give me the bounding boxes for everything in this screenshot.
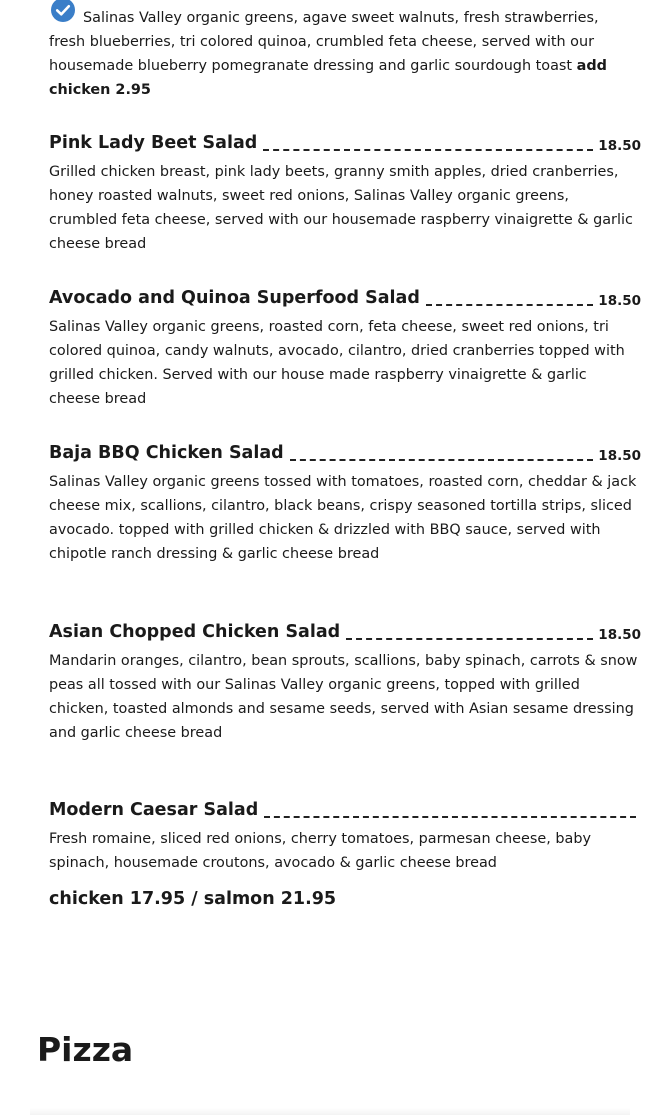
item-name: Avocado and Quinoa Superfood Salad <box>49 288 420 308</box>
dotted-leader <box>346 638 593 640</box>
item-header <box>49 797 641 823</box>
caesar-addon-prices: chicken 17.95 / salmon 21.95 <box>49 889 337 909</box>
intro-text: Salinas Valley organic greens, agave sweet walnuts, fresh strawberries, fresh blueberries, tri colored quinoa, crumbled feta cheese, served with our housemade blueberry pomegranate dressing and garlic sourdough toast <box>49 10 599 74</box>
menu-item-pink-lady-beet-salad <box>49 130 641 256</box>
item-description: Mandarin oranges, cilantro, bean sprouts, scallions, baby spinach, carrots & snow peas all tossed with our Salinas Valley organic greens, topped with grilled chicken, toasted almonds and sesame seeds, served with Asian sesame dressing and garlic cheese bread <box>49 653 638 741</box>
dotted-leader <box>426 304 593 306</box>
item-name: Modern Caesar Salad <box>49 800 259 820</box>
intro-addon: add chicken 2.95 <box>49 58 607 98</box>
item-description: Fresh romaine, sliced red onions, cherry tomatoes, parmesan cheese, baby spinach, housemade croutons, avocado & garlic cheese bread <box>49 831 591 871</box>
item-price: 18.50 <box>598 448 641 464</box>
dotted-leader <box>263 149 593 151</box>
item-header <box>49 285 641 311</box>
menu-item-avocado-quinoa-salad <box>49 285 641 411</box>
item-price: 18.50 <box>598 627 641 643</box>
item-name: Baja BBQ Chicken Salad <box>49 443 284 463</box>
menu-item-modern-caesar-salad <box>49 797 641 875</box>
item-price: 18.50 <box>598 293 641 309</box>
item-header <box>49 130 641 156</box>
item-price: 18.50 <box>598 138 641 154</box>
intro-description <box>49 0 639 102</box>
menu-item-baja-bbq-chicken-salad <box>49 440 641 566</box>
menu-item-asian-chopped-chicken-salad <box>49 619 641 745</box>
dotted-leader <box>290 459 594 461</box>
item-header <box>49 619 641 645</box>
item-name: Pink Lady Beet Salad <box>49 133 258 153</box>
item-header <box>49 440 641 466</box>
item-description: Salinas Valley organic greens, roasted corn, feta cheese, sweet red onions, tri colored quinoa, candy walnuts, avocado, cilantro, dried cranberries topped with grilled chicken. Served with our house made raspberry vinaigrette & garlic cheese bread <box>49 319 625 407</box>
item-description: Grilled chicken breast, pink lady beets, granny smith apples, dried cranberries, honey roasted walnuts, sweet red onions, Salinas Valley organic greens, crumbled feta cheese, served with our housemade raspberry vinaigrette & garlic cheese bread <box>49 164 633 252</box>
divider <box>30 1108 630 1115</box>
section-title-pizza: Pizza <box>37 1030 134 1069</box>
item-name: Asian Chopped Chicken Salad <box>49 622 341 642</box>
dotted-leader <box>264 816 636 818</box>
item-description: Salinas Valley organic greens tossed with tomatoes, roasted corn, cheddar & jack cheese mix, scallions, cilantro, black beans, crispy seasoned tortilla strips, sliced avocado. topped with grilled chicken & drizzled with BBQ sauce, served with chipotle ranch dressing & garlic cheese bread <box>49 474 637 562</box>
